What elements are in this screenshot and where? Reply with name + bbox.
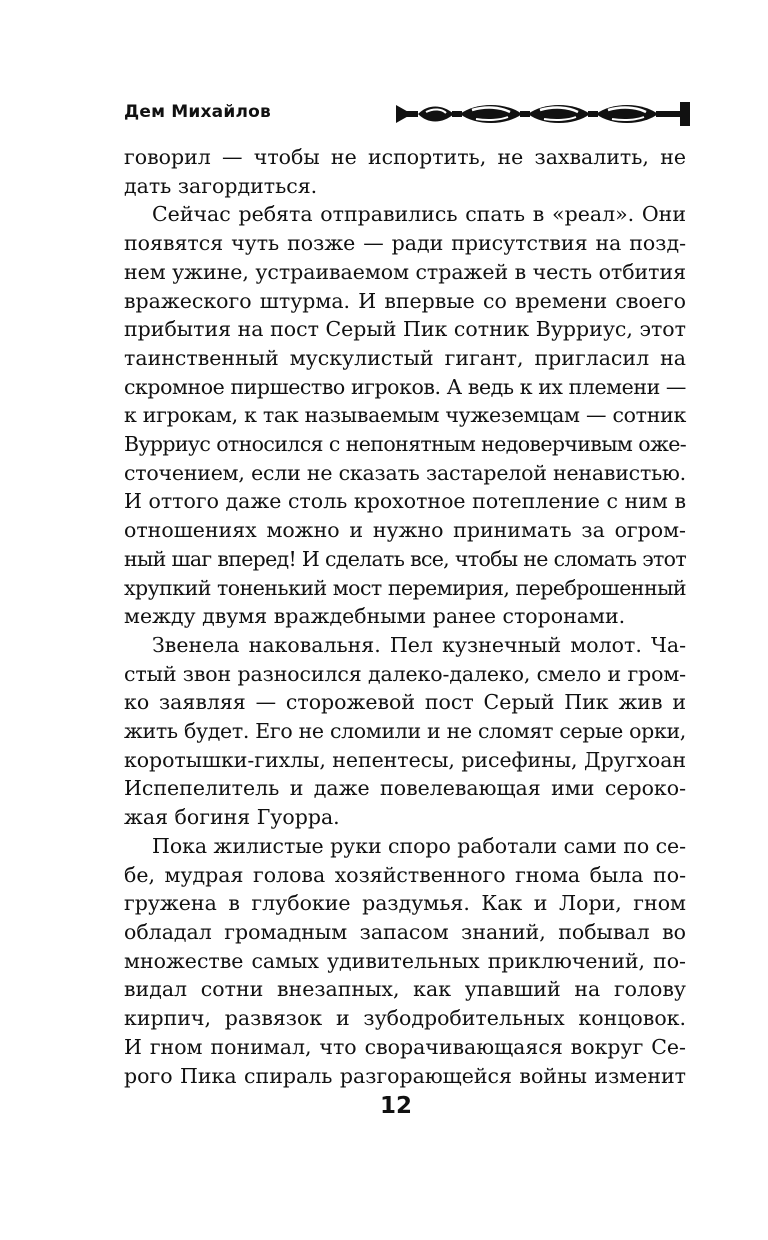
running-header	[124, 100, 700, 128]
text-line: таинственный мускулистый гигант, пригласил на	[124, 345, 686, 370]
author-name: Дем Михайлов	[124, 102, 271, 122]
text-line: видал сотни внезапных, как упавший на голову	[124, 977, 686, 1002]
text-line: кирпич, развязок и зубодробительных концовок.	[124, 1006, 686, 1031]
text-line: Пока жилистые руки споро работали сами по се-	[152, 833, 686, 858]
text-line: Сейчас ребята отправились спать в «реал». Они	[152, 202, 686, 227]
text-line: ный шаг вперед! И сделать все, чтобы не сломать этот	[124, 546, 686, 571]
text-line: между двумя враждебными ранее сторонами.	[124, 604, 626, 629]
text-line: к игрокам, к так называемым чужеземцам — сотник	[124, 403, 686, 428]
paragraph-4	[124, 832, 686, 1090]
text-line: рого Пика спираль разгорающейся войны изменит	[124, 1063, 686, 1088]
text-line: жить будет. Его не сломили и не сломят серые орки,	[124, 719, 686, 744]
page-number: 12	[379, 1093, 412, 1119]
text-line: нем ужине, устраиваемом стражей в честь отбития	[124, 259, 686, 284]
twisted-rope-ornament-icon	[396, 100, 700, 128]
text-line: ко заявляя — сторожевой пост Серый Пик жив и	[124, 690, 686, 715]
text-line: гружена в глубокие раздумья. Как и Лори, гном	[124, 891, 686, 916]
text-line: бе, мудрая голова хозяйственного гнома была по-	[124, 862, 686, 887]
text-line: стый звон разносился далеко-далеко, смело и гром-	[124, 661, 686, 686]
text-line: жая богиня Гуорра.	[124, 805, 340, 830]
text-line: отношениях можно и нужно принимать за огром-	[124, 518, 686, 543]
text-line: обладал громадным запасом знаний, побывал во	[124, 919, 686, 944]
text-line: дать загордиться.	[124, 173, 318, 198]
paragraph-3	[124, 631, 686, 832]
text-line: скромное пиршество игроков. А ведь к их племени —	[124, 374, 686, 399]
text-line: И оттого даже столь крохотное потепление с ним в	[124, 489, 686, 514]
text-line: появятся чуть позже — ради присутствия на позд-	[124, 231, 686, 256]
text-line: прибытия на пост Серый Пик сотник Вурриус, этот	[124, 317, 686, 342]
text-line: вражеского штурма. И впервые со времени своего	[124, 288, 686, 313]
text-line: сточением, если не сказать застарелой ненавистью.	[124, 460, 686, 485]
text-line: множестве самых удивительных приключений, по-	[124, 948, 686, 973]
body-text	[124, 143, 686, 1090]
paragraph-1	[124, 143, 686, 200]
text-line: говорил — чтобы не испортить, не захвалить, не	[124, 145, 686, 169]
text-line: Звенела наковальня. Пел кузнечный молот. Ча-	[152, 632, 686, 657]
text-line: коротышки-гихлы, непентесы, рисефины, Другхоан	[124, 747, 686, 772]
text-line: Вурриус относился с непонятным недоверчивым оже-	[124, 432, 686, 457]
paragraph-2	[124, 200, 686, 631]
text-line: Испепелитель и даже повелевающая ими сероко-	[124, 776, 686, 801]
text-line: хрупкий тоненький мост перемирия, переброшенный	[124, 575, 686, 600]
text-line: И гном понимал, что сворачивающаяся вокруг Се-	[124, 1034, 686, 1059]
